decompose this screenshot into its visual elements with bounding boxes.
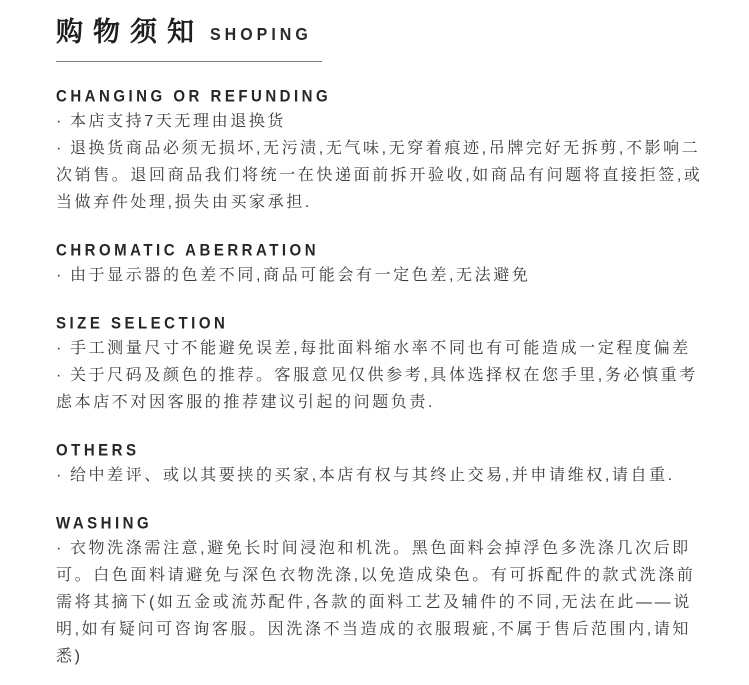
section-heading: [56, 515, 709, 533]
section-others: [56, 442, 709, 489]
section-heading: [56, 315, 709, 333]
page-title-en: SHOPING: [210, 25, 312, 45]
notice-item: [56, 362, 709, 416]
bullet-dot: ·: [56, 540, 64, 557]
bullet-dot: ·: [56, 140, 64, 157]
section-heading-text: SIZE SELECTION: [56, 313, 229, 333]
notice-text: 本店支持7天无理由退换货: [69, 113, 287, 130]
notice-text: 手工测量尺寸不能避免误差,每批面料缩水率不同也有可能造成一定程度偏差: [69, 340, 691, 357]
page-title-cn: 购物须知: [56, 17, 204, 47]
section-heading: [56, 242, 709, 260]
section-heading-text: OTHERS: [56, 440, 140, 460]
section-heading-text: CHANGING OR REFUNDING: [56, 86, 332, 106]
notice-item: [56, 335, 709, 362]
section-changing-or-refunding: [56, 88, 709, 216]
bullet-dot: ·: [56, 340, 64, 357]
section-washing: [56, 515, 709, 670]
notice-item: [56, 535, 709, 670]
notice-text: 关于尺码及颜色的推荐。客服意见仅供参考,具体选择权在您手里,务必慎重考虑本店不对因客服的推荐建议引起的问题负责.: [56, 367, 698, 411]
notice-text: 由于显示器的色差不同,商品可能会有一定色差,无法避免: [69, 267, 531, 284]
notice-item: [56, 462, 709, 489]
bullet-dot: ·: [56, 467, 64, 484]
section-heading-text: CHROMATIC ABERRATION: [56, 240, 320, 260]
notice-text: 衣物洗涤需注意,避免长时间浸泡和机洗。黑色面料会掉浮色多洗涤几次后即可。白色面料请避免与深色衣物洗涤,以免造成染色。有可拆配件的款式洗涤前需将其摘下(如五金或流苏配件,各款的面料工艺及辅件的不同,无法在此——说明,如有疑问可咨询客服。因洗涤不当造成的衣服瑕疵,不属于售后范围内,请知悉): [56, 540, 696, 665]
notice-text: 退换货商品必须无损坏,无污渍,无气味,无穿着痕迹,吊牌完好无拆剪,不影响二次销售。退回商品我们将统一在快递面前拆开验收,如商品有问题将直接拒签,或当做弃件处理,损失由买家承担.: [56, 140, 703, 211]
notice-item: [56, 262, 709, 289]
notice-text: 给中差评、或以其要挟的买家,本店有权与其终止交易,并申请维权,请自重.: [69, 467, 675, 484]
section-heading-text: WASHING: [56, 513, 153, 533]
section-heading: [56, 88, 709, 106]
bullet-dot: ·: [56, 367, 64, 384]
section-heading: [56, 442, 709, 460]
bullet-dot: ·: [56, 113, 64, 130]
section-size-selection: [56, 315, 709, 416]
bullet-dot: ·: [56, 267, 64, 284]
section-chromatic-aberration: [56, 242, 709, 289]
notice-item: [56, 108, 709, 135]
notice-item: [56, 135, 709, 216]
page-title: [56, 16, 322, 62]
